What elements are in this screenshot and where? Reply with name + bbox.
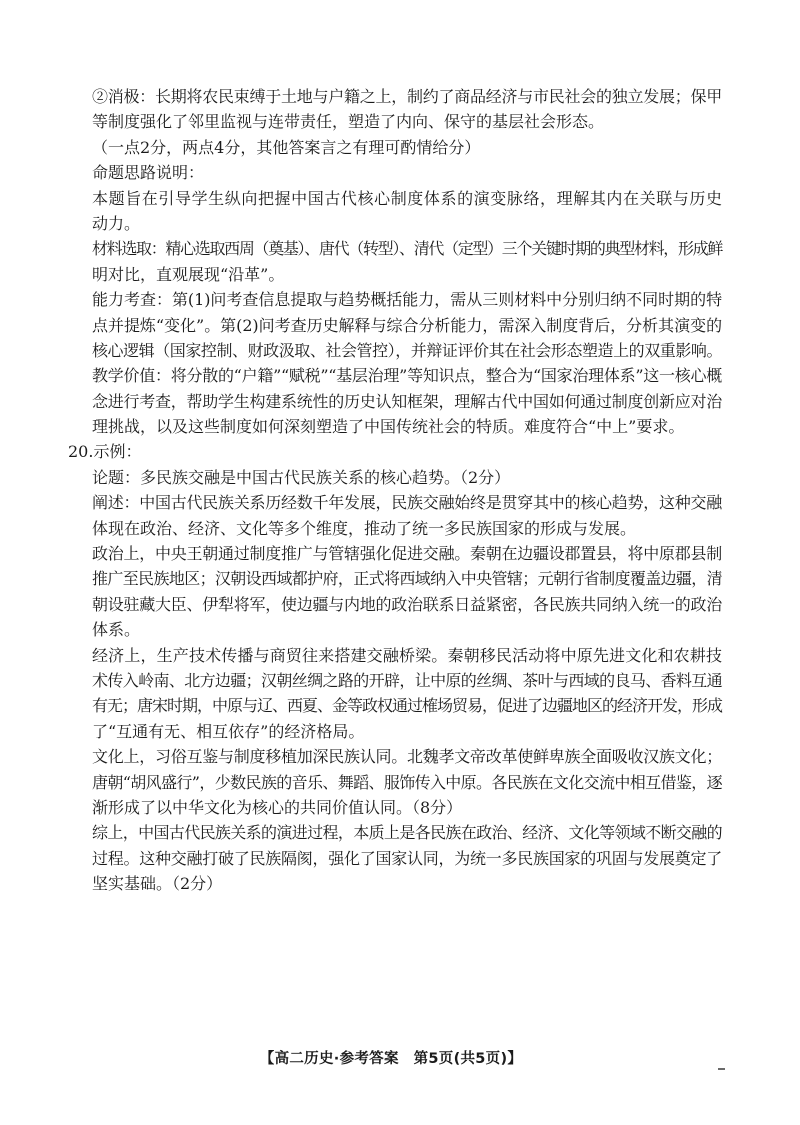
design-notes-purpose-line-2: 动力。: [92, 213, 141, 233]
page-footer: 【高二历史·参考答案 第5页(共5页)】: [259, 1051, 523, 1067]
q20-label: 20.示例：: [68, 442, 142, 462]
q20-economic-line-4: 了“互通有无、相互依存”的经济格局。: [92, 721, 365, 741]
q20-cultural-line-2: 唐朝“胡风盛行”，少数民族的音乐、舞蹈、服饰传入中原。各民族在文化交流中相互借鉴，逐: [92, 772, 722, 792]
q20-economic-line-1: 经济上，生产技术传播与商贸往来搭建交融桥梁。秦朝移民活动将中原先进文化和农耕技: [92, 645, 722, 665]
q20-economic-line-2: 术传入岭南、北方边疆；汉朝丝绸之路的开辟，让中原的丝绸、茶叶与西域的良马、香料互通: [92, 670, 722, 690]
design-notes-teaching-line-2: 念进行考查，帮助学生构建系统性的历史认知框架，理解古代中国如何通过制度创新应对治: [92, 391, 722, 411]
q20-economic-line-3: 有无；唐宋时期，中原与辽、西夏、金等政权通过榷场贸易，促进了边疆地区的经济开发，形成: [92, 696, 722, 716]
design-notes-ability-line-2: 点并提炼“变化”。第(2)问考查历史解释与综合分析能力，需深入制度背后，分析其演变的: [92, 315, 722, 335]
q20-conclusion-line-3: 坚实基础。（2分）: [92, 874, 223, 894]
design-notes-purpose-line-1: 本题旨在引导学生纵向把握中国古代核心制度体系的演变脉络，理解其内在关联与历史: [92, 188, 722, 208]
q20-exposition-line-1: 阐述：中国古代民族关系历经数千年发展，民族交融始终是贯穿其中的核心趋势，这种交融: [92, 493, 722, 513]
q20-cultural-line-3: 渐形成了以中华文化为核心的共同价值认同。（8分）: [92, 797, 463, 817]
design-notes-ability-line-1: 能力考查：第(1)问考查信息提取与趋势概括能力，需从三则材料中分别归纳不同时期的特: [92, 290, 722, 310]
design-notes-heading: 命题思路说明：: [92, 163, 205, 183]
design-notes-material-line-1: 材料选取：精心选取西周（奠基）、唐代（转型）、清代（定型）三个关键时期的典型材料，形成鲜: [92, 239, 722, 259]
q19-negative-line-2: 等制度强化了邻里监视与连带责任，塑造了内向、保守的基层社会形态。: [92, 112, 605, 132]
q20-thesis: 论题：多民族交融是中国古代民族关系的核心趋势。（2分）: [92, 467, 511, 487]
design-notes-material-line-2: 明对比，直观展现“沿革”。: [92, 264, 285, 284]
q20-conclusion-line-1: 综上，中国古代民族关系的演进过程，本质上是各民族在政治、经济、文化等领域不断交融的: [92, 823, 722, 843]
answer-key-body: [68, 84, 722, 897]
q20-political-line-3: 朝设驻藏大臣、伊犁将军，使边疆与内地的政治联系日益紧密，各民族共同纳入统一的政治: [92, 594, 722, 614]
design-notes-teaching-line-1: 教学价值：将分散的“户籍”“赋税”“基层治理”等知识点，整合为“国家治理体系”这一核心概: [92, 366, 722, 386]
q20-conclusion-line-2: 过程。这种交融打破了民族隔阂，强化了国家认同，为统一多民族国家的巩固与发展奠定了: [92, 848, 722, 868]
q20-political-line-4: 体系。: [92, 620, 141, 640]
design-notes-teaching-line-3: 理挑战，以及这些制度如何深刻塑造了中国传统社会的特质。难度符合“中上”要求。: [92, 417, 685, 437]
q20-cultural-line-1: 文化上，习俗互鉴与制度移植加深民族认同。北魏孝文帝改革使鲜卑族全面吸收汉族文化；: [92, 747, 722, 767]
q19-scoring-note: （一点2分，两点4分，其他答案言之有理可酌情给分）: [92, 137, 481, 157]
q20-political-line-1: 政治上，中央王朝通过制度推广与管辖强化促进交融。秦朝在边疆设郡置县，将中原郡县制: [92, 544, 722, 564]
scan-mark: [718, 1068, 725, 1070]
q20-exposition-line-2: 体现在政治、经济、文化等多个维度，推动了统一多民族国家的形成与发展。: [92, 518, 637, 538]
design-notes-ability-line-3: 核心逻辑（国家控制、财政汲取、社会管控），并辩证评价其在社会形态塑造上的双重影响。: [92, 340, 722, 360]
q20-political-line-2: 推广至民族地区；汉朝设西域都护府，正式将西域纳入中央管辖；元朝行省制度覆盖边疆，清: [92, 569, 722, 589]
q19-negative-line-1: ②消极：长期将农民束缚于土地与户籍之上，制约了商品经济与市民社会的独立发展；保甲: [92, 87, 722, 106]
